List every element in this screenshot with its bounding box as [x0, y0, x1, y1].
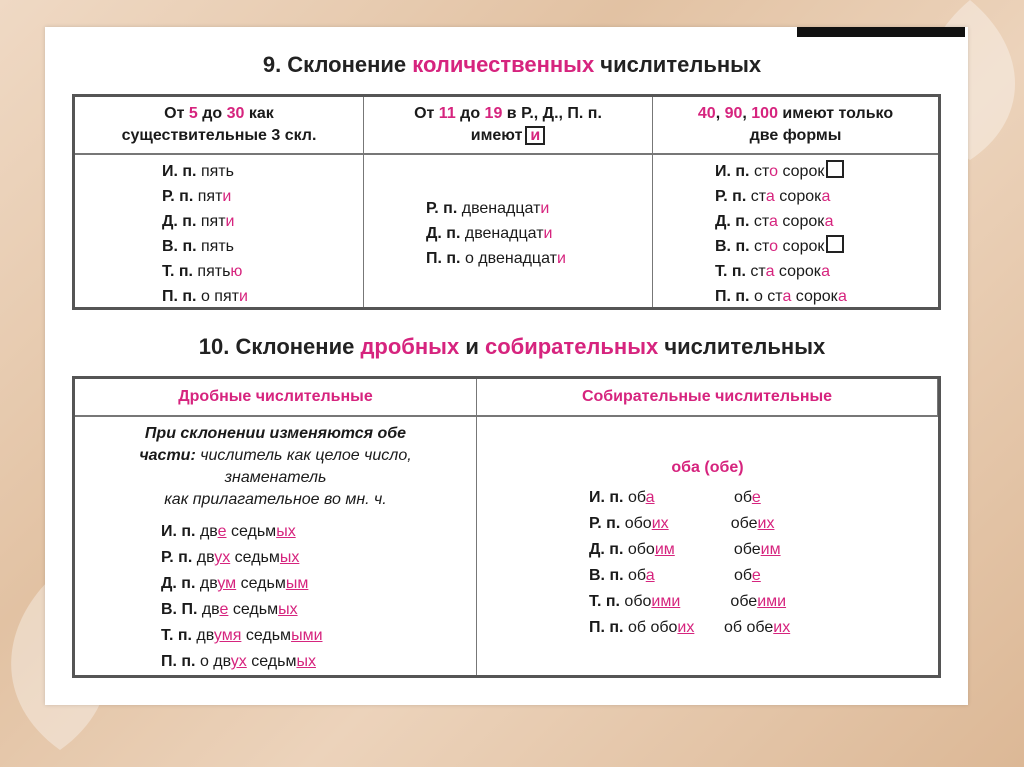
corner-bar	[797, 27, 965, 37]
case-label: В. п.	[589, 567, 624, 584]
col-11-19	[364, 155, 653, 307]
word-stem: о пят	[200, 288, 239, 305]
masc-form	[628, 615, 724, 641]
declension-row	[162, 284, 248, 309]
declension-row	[161, 597, 323, 623]
word-stem: ст	[750, 188, 766, 205]
word-ending: е	[217, 523, 227, 540]
word-ending: и	[238, 288, 248, 305]
word-stem: о двенадцат	[464, 250, 557, 267]
declension-row	[715, 259, 847, 284]
word-stem: ст	[753, 213, 770, 230]
word-stem: двенадцат	[461, 200, 541, 217]
col-5-30	[75, 155, 364, 307]
case-label: Р. п.	[715, 188, 747, 205]
word-ending: и	[222, 188, 232, 205]
case-label: Д. п.	[589, 541, 624, 558]
word-stem: об	[734, 567, 752, 584]
word-stem: сорок	[774, 188, 822, 205]
word-ending: и	[556, 250, 566, 267]
case-label: В. п.	[162, 238, 197, 255]
declension-row	[715, 184, 847, 209]
word-stem: сорок	[778, 163, 825, 180]
case-label: И. п.	[589, 489, 624, 506]
word-stem: седьм	[228, 601, 279, 618]
declension-row	[162, 159, 248, 184]
word-stem: дв	[199, 523, 218, 540]
word-stem: обе	[730, 593, 758, 610]
word-stem: сорок	[791, 288, 839, 305]
declension-row	[161, 519, 323, 545]
case-label: И. п.	[715, 163, 750, 180]
declension-row	[589, 615, 790, 641]
word-ending: а	[824, 213, 834, 230]
word-stem: дв	[196, 627, 214, 644]
case-label: В. П.	[161, 601, 198, 618]
masc-form	[628, 563, 734, 589]
declension-row	[715, 159, 847, 184]
header-11-19: От 11 до 19 в Р., Д., П. п. имеют и	[364, 97, 653, 155]
word-ending: их	[651, 515, 669, 532]
title-text: 9. Склонение	[262, 52, 413, 77]
table-cardinal-declension	[72, 94, 941, 310]
word-ending: а	[765, 263, 775, 280]
word-stem: обо	[627, 541, 655, 558]
word-ending: е	[751, 567, 761, 584]
word-stem: об	[733, 489, 752, 506]
case-label: Р. п.	[426, 200, 458, 217]
word-ending: ых	[276, 523, 296, 540]
declension-row	[589, 485, 790, 511]
declension-row	[161, 545, 323, 571]
declension-row	[161, 649, 323, 675]
word-stem: пять	[201, 238, 235, 255]
case-label: Д. п.	[715, 213, 750, 230]
word-stem: обе	[730, 515, 758, 532]
ending-box: и	[525, 126, 545, 145]
word-ending: ых	[279, 549, 300, 566]
word-ending: им	[760, 541, 781, 558]
declension-row	[162, 234, 248, 259]
word-stem: седьм	[236, 575, 286, 592]
case-label: Р. п.	[589, 515, 621, 532]
declension-row	[589, 537, 790, 563]
word-ending: о	[769, 163, 779, 180]
word-stem: седьм	[226, 523, 277, 540]
case-label: П. п.	[162, 288, 197, 305]
table-fraction-collective	[72, 376, 941, 678]
declension-row	[589, 511, 790, 537]
word-stem: пят	[200, 213, 226, 230]
case-label: Т. п.	[589, 593, 620, 610]
fraction-rule: При склонении изменяются обе части: числитель как целое число, знаменатель как прилагательное во мн. ч.	[139, 425, 412, 508]
case-label: Т. п.	[162, 263, 193, 280]
case-label: П. п.	[715, 288, 750, 305]
masc-form	[628, 537, 734, 563]
collective-title: оба (обе)	[671, 459, 744, 476]
word-stem: дв	[199, 575, 218, 592]
word-stem: пять	[197, 263, 231, 280]
zero-ending-box	[826, 160, 844, 178]
word-stem: об	[628, 567, 646, 584]
case-label: П. п.	[589, 619, 624, 636]
word-ending: ым	[285, 575, 309, 592]
col-fractional	[75, 417, 477, 675]
word-ending: ум	[217, 575, 237, 592]
word-ending: а	[645, 567, 655, 584]
declension-row	[715, 209, 847, 234]
header-5-30: От 5 до 30 как существительные 3 скл.	[75, 97, 364, 155]
col-40-90-100	[653, 155, 938, 307]
word-stem: об обе	[723, 619, 774, 636]
declension-row	[162, 209, 248, 234]
masc-form	[628, 485, 734, 511]
title-highlight: количественных	[412, 52, 595, 77]
word-ending: ух	[230, 653, 247, 670]
word-ending: а	[769, 213, 778, 230]
case-label: П. п.	[426, 250, 461, 267]
title-text: числительных	[594, 52, 762, 77]
word-stem: дв	[196, 549, 215, 566]
case-label: Д. п.	[162, 213, 197, 230]
declension-row	[715, 284, 847, 309]
header-fractional: Дробные числительные	[75, 379, 477, 417]
declension-row	[589, 589, 790, 615]
word-ending: а	[645, 489, 655, 506]
word-stem: обе	[733, 541, 761, 558]
word-stem: об обо	[627, 619, 678, 636]
word-ending: е	[219, 601, 229, 618]
word-stem: сорок	[774, 263, 822, 280]
word-ending: им	[654, 541, 675, 558]
word-stem: седьм	[241, 627, 292, 644]
case-label: П. п.	[161, 653, 196, 670]
word-ending: ух	[214, 549, 231, 566]
declension-row	[426, 246, 566, 271]
word-ending: е	[751, 489, 761, 506]
word-stem: об	[627, 489, 646, 506]
zero-ending-box	[826, 235, 844, 253]
declension-row	[162, 259, 248, 284]
word-ending: их	[757, 515, 775, 532]
word-ending: ими	[651, 593, 681, 610]
declension-row	[426, 196, 566, 221]
word-ending: и	[543, 225, 553, 242]
case-label: В. п.	[715, 238, 750, 255]
word-stem: ст	[753, 163, 770, 180]
word-stem: ст	[750, 263, 766, 280]
header-40-90-100: 40, 90, 100 имеют только две формы	[653, 97, 938, 155]
word-stem: сорок	[777, 213, 825, 230]
word-stem: пят	[197, 188, 223, 205]
case-label: Д. п.	[161, 575, 196, 592]
word-ending: ых	[278, 601, 298, 618]
case-label: Р. п.	[162, 188, 194, 205]
declension-row	[161, 571, 323, 597]
col-collective	[477, 417, 938, 675]
masc-form	[625, 511, 731, 537]
word-stem: о ст	[753, 288, 783, 305]
word-ending: а	[838, 288, 847, 305]
word-ending: и	[540, 200, 550, 217]
word-ending: а	[821, 263, 831, 280]
word-ending: их	[773, 619, 791, 636]
case-label: Т. п.	[161, 627, 192, 644]
word-stem: двенадцат	[464, 225, 544, 242]
declension-row	[589, 563, 790, 589]
declension-row	[162, 184, 248, 209]
word-ending: и	[225, 213, 235, 230]
word-ending: а	[782, 288, 792, 305]
word-stem: сорок	[778, 238, 825, 255]
case-label: И. п.	[161, 523, 196, 540]
word-stem: обо	[624, 515, 652, 532]
word-stem: пять	[200, 163, 234, 180]
case-label: Т. п.	[715, 263, 746, 280]
case-label: Р. п.	[161, 549, 193, 566]
section-9-title	[0, 52, 1024, 78]
word-stem: ст	[754, 238, 770, 255]
word-ending: ю	[230, 263, 243, 280]
word-ending: их	[677, 619, 695, 636]
word-ending: а	[821, 188, 831, 205]
word-ending: о	[769, 238, 779, 255]
declension-row	[426, 221, 566, 246]
word-ending: ыми	[291, 627, 323, 644]
word-ending: а	[765, 188, 775, 205]
header-collective: Собирательные числительные	[477, 379, 938, 417]
word-ending: умя	[213, 627, 242, 644]
word-stem: о дв	[199, 653, 231, 670]
case-label: И. п.	[162, 163, 197, 180]
word-ending: ых	[296, 653, 316, 670]
section-10-title: 10. Склонение дробных и собирательных числительных	[198, 334, 826, 359]
declension-row	[161, 623, 323, 649]
word-stem: седьм	[246, 653, 297, 670]
case-label: Д. п.	[426, 225, 461, 242]
declension-row	[715, 234, 847, 259]
word-ending: ими	[757, 593, 787, 610]
word-stem: обо	[624, 593, 652, 610]
masc-form	[624, 589, 730, 615]
word-stem: седьм	[230, 549, 280, 566]
word-stem: дв	[201, 601, 220, 618]
